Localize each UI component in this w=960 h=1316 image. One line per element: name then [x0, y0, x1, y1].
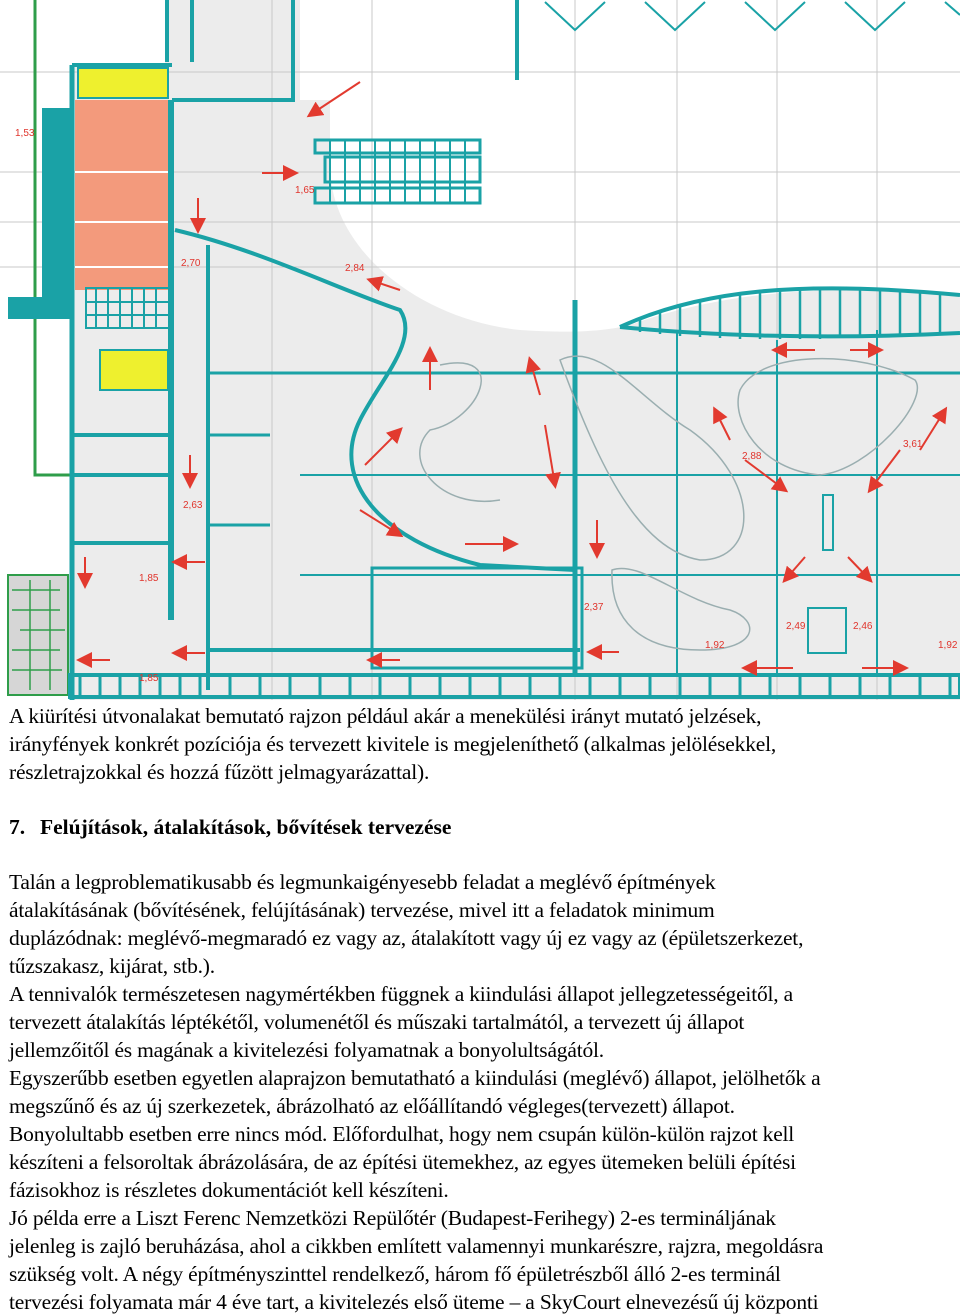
- dimension-label: 1,92: [938, 640, 958, 651]
- caption-line: részletrajzokkal és hozzá fűzött jelmagyarázattal).: [9, 760, 430, 784]
- dimension-label: 2,49: [786, 621, 806, 632]
- body-line: Talán a legproblematikusabb és legmunkaigényesebb feladat a meglévő építmények: [9, 870, 716, 894]
- dimension-label: 2,63: [183, 500, 203, 511]
- dimension-label: 2,37: [584, 602, 604, 613]
- lift-shaft: [78, 68, 168, 98]
- document-text: [9, 702, 959, 1316]
- figure-caption: [9, 702, 959, 786]
- caption-line: irányfények konkrét pozíciója és tervezett kivitele is megjeleníthető (alkalmas jelölésekkel,: [9, 732, 777, 756]
- body-line: fázisokhoz is részletes dokumentációt kell készíteni.: [9, 1178, 449, 1202]
- dimension-label: 2,70: [181, 258, 201, 269]
- dimension-label: 1,85: [139, 673, 159, 684]
- dimension-label: 3,61: [903, 439, 923, 450]
- section-title: Felújítások, átalakítások, bővítések tervezése: [40, 815, 452, 839]
- body-line: jellemzőitől és magának a kivitelezési folyamatnak a bonyolultságától.: [9, 1038, 604, 1062]
- section-number: 7.: [9, 815, 26, 839]
- body-line: átalakításának (bővítésének, felújításának) tervezése, mivel itt a feladatok minimum: [9, 898, 715, 922]
- dimension-label: 2,88: [742, 451, 762, 462]
- body-line: tervezési folyamata már 4 éve tart, a kivitelezés első üteme – a SkyCourt elnevezésű új központi: [9, 1290, 819, 1314]
- body-line: A tennivalók természetesen nagymértékben függnek a kiindulási állapot jellegzetességeitől, a: [9, 982, 793, 1006]
- stair-core: [75, 100, 170, 290]
- body-line: készíteni a felsoroltak ábrázolására, de az építési ütemekhez, az egyes ütemeken belüli építési: [9, 1150, 796, 1174]
- body-line: tervezett átalakítás léptékétől, volumenétől és műszaki tartalmától, a tervezett új állapot: [9, 1010, 745, 1034]
- body-line: tűzszakasz, kijárat, stb.).: [9, 954, 215, 978]
- dimension-label: 1,65: [295, 185, 315, 196]
- lift-shaft: [100, 350, 168, 390]
- body-line: Bonyolultabb esetben erre nincs mód. Előfordulhat, hogy nem csupán külön-külön rajzot kell: [9, 1122, 795, 1146]
- dimension-label: 1,53: [15, 128, 35, 139]
- body-line: jelenleg is zajló beruházása, ahol a cikkben említett valamennyi munkarészre, rajzra, megoldásra: [9, 1234, 824, 1258]
- body-line: Egyszerűbb esetben egyetlen alaprajzon bemutatható a kiindulási (meglévő) állapot, jelölhetők a: [9, 1066, 821, 1090]
- dimension-label: 2,84: [345, 263, 365, 274]
- section-heading: [9, 813, 959, 841]
- body-line: szükség volt. A négy építményszinttel rendelkező, három fő épületrészből álló 2-es terminál: [9, 1262, 781, 1286]
- body-line: duplázódnak: meglévő-megmaradó ez vagy az, átalakított vagy új ez vagy az (épületszerkezet,: [9, 926, 804, 950]
- dimension-label: 1,85: [139, 573, 159, 584]
- body-line: Jó példa erre a Liszt Ferenc Nemzetközi Repülőtér (Budapest-Ferihegy) 2-es termináljának: [9, 1206, 776, 1230]
- body-line: megszűnő és az új szerkezetek, ábrázolható az előállítandó végleges(tervezett) állapot.: [9, 1094, 735, 1118]
- body-paragraphs: [9, 868, 959, 1316]
- caption-line: A kiürítési útvonalakat bemutató rajzon például akár a menekülési irányt mutató jelzések,: [9, 704, 762, 728]
- dimension-label: 2,46: [853, 621, 873, 632]
- dimension-label: 1,92: [705, 640, 725, 651]
